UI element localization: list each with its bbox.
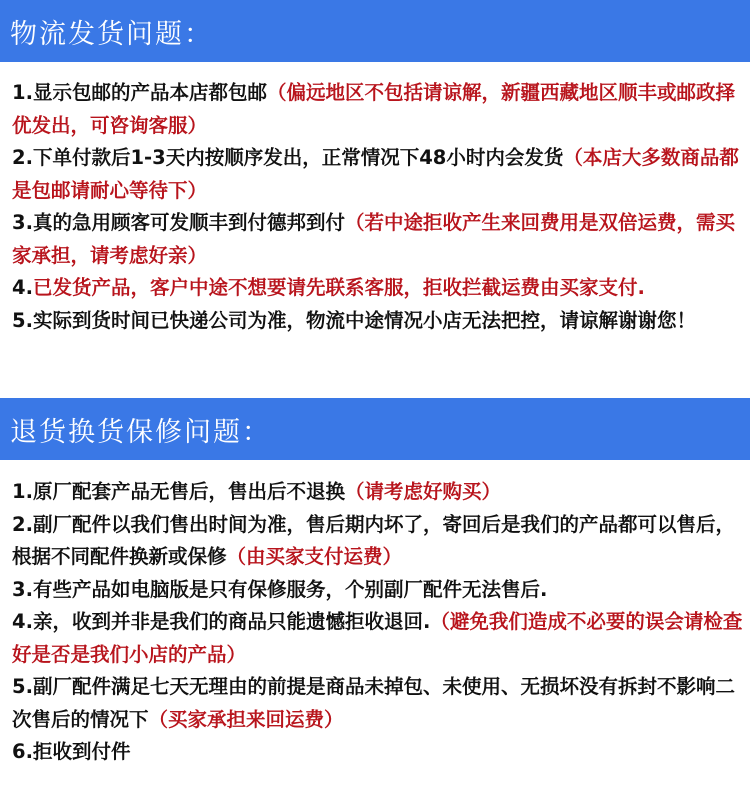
item-text: 5.副厂配件满足七天无理由的前提是商品未掉包、未使用、无损坏没有拆封不影响二次售后的情况下 <box>12 675 735 731</box>
item-note: （避免我们造成不必要的误会请检查好是否是我们小店的产品） <box>12 610 743 666</box>
logistics-item-5 <box>12 305 744 338</box>
item-text: 1.原厂配套产品无售后，售出后不退换 <box>12 480 345 503</box>
returns-section-title: 退货换货保修问题： <box>10 416 271 448</box>
item-text: 4. <box>12 276 33 299</box>
logistics-list <box>0 77 750 337</box>
item-text: 2.下单付款后1-3天内按顺序发出，正常情况下48小时内会发货 <box>12 146 564 169</box>
returns-item-6 <box>12 736 744 769</box>
returns-list <box>0 476 750 769</box>
item-text: 4.亲，收到并非是我们的商品只能遗憾拒收退回. <box>12 610 431 633</box>
item-note: （买家承担来回运费） <box>148 707 344 731</box>
logistics-item-4 <box>12 272 744 305</box>
item-text: 3.真的急用顾客可发顺丰到付德邦到付 <box>12 211 345 234</box>
logistics-section-title: 物流发货问题： <box>10 18 213 50</box>
item-note: （本店大多数商品都是包邮请耐心等待下） <box>12 146 739 202</box>
returns-item-2 <box>12 509 744 574</box>
returns-item-1 <box>12 476 744 509</box>
logistics-section-header <box>0 0 750 62</box>
item-text: 1.显示包邮的产品本店都包邮 <box>12 81 267 104</box>
returns-item-5 <box>12 671 744 736</box>
logistics-item-3 <box>12 207 744 272</box>
logistics-item-1 <box>12 77 744 142</box>
item-note: 已发货产品，客户中途不想要请先联系客服，拒收拦截运费由买家支付. <box>32 276 645 299</box>
item-note: （若中途拒收产生来回费用是双倍运费，需买家承担，请考虑好亲） <box>12 211 735 267</box>
item-text: 2.副厂配件以我们售出时间为准，售后期内坏了，寄回后是我们的产品都可以售后，根据不同配件换新或保修 <box>12 512 735 568</box>
returns-item-3 <box>12 574 744 607</box>
item-note: （由买家支付运费） <box>226 545 403 568</box>
returns-section-header <box>0 398 750 460</box>
item-text: 5.实际到货时间已快递公司为准，物流中途情况小店无法把控，请谅解谢谢您！ <box>12 308 696 332</box>
item-note: （请考虑好购买） <box>344 480 501 503</box>
item-text: 6.拒收到付件 <box>12 740 131 763</box>
returns-item-4 <box>12 606 744 671</box>
logistics-item-2 <box>12 142 744 207</box>
item-note: （偏远地区不包括请谅解，新疆西藏地区顺丰或邮政择优发出，可咨询客服） <box>12 81 735 137</box>
item-text: 3.有些产品如电脑版是只有保修服务，个别副厂配件无法售后. <box>12 577 548 601</box>
